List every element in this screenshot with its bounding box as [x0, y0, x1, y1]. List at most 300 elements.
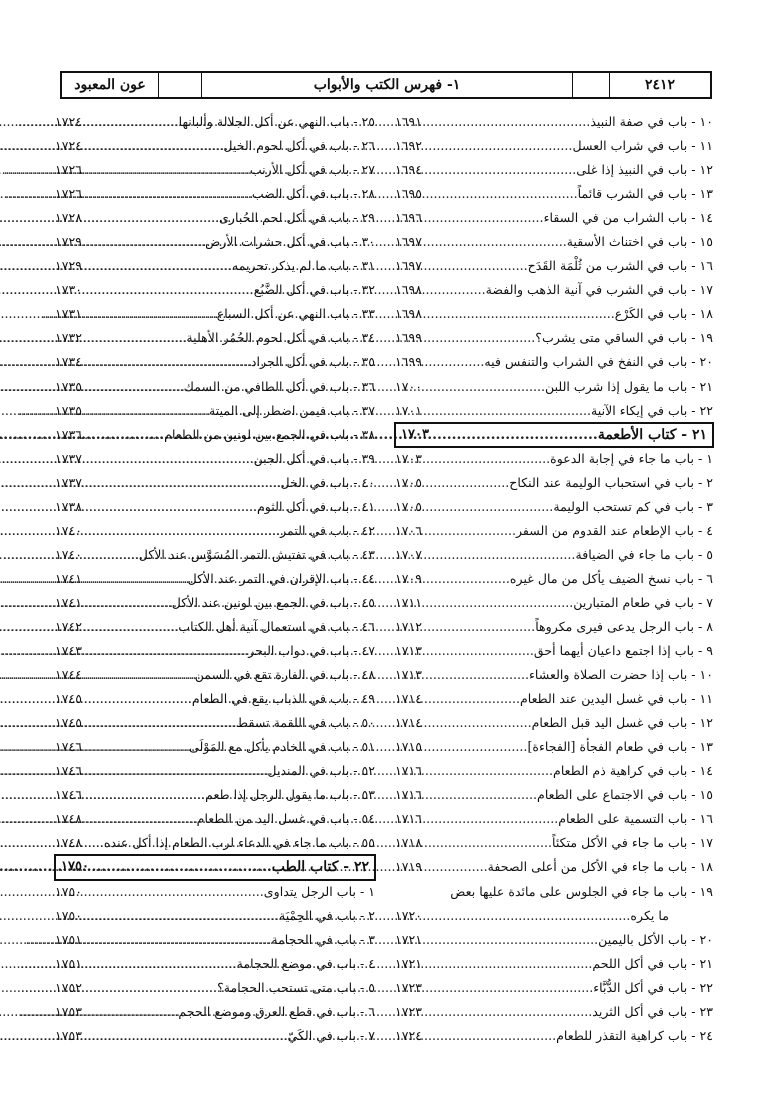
header-title: ١- فهرس الكتب والأبواب — [202, 73, 573, 97]
leader-dots — [83, 783, 205, 807]
leader-dots — [83, 254, 232, 278]
entry-label: ٦ - باب نسخ الضيف يأكل من مال غيره — [509, 570, 713, 586]
entry-page-number: ١٧٤٤ — [55, 667, 83, 683]
entry-page-number: ١٧٢١ — [395, 931, 423, 947]
leader-dots — [423, 350, 484, 374]
entry-page-number: ١٧١١ — [395, 594, 423, 610]
toc-entry — [55, 110, 375, 134]
toc-entry — [55, 519, 375, 543]
toc-entry — [55, 759, 375, 783]
toc-entry — [55, 495, 375, 519]
entry-page-number: ١٧٢٨ — [55, 210, 83, 226]
leader-dots — [83, 663, 195, 687]
toc-entry — [55, 591, 375, 615]
entry-page-number: ١٧٥١ — [55, 931, 83, 947]
leader-dots — [423, 254, 528, 278]
entry-page-number: ١٦٩٩ — [395, 354, 423, 370]
entry-label: ١٣ - باب في طعام الفجأة [الفجاءة] — [527, 739, 713, 755]
entry-label: ٥١ - باب في الخادم يأكل مع المَوْلَى — [188, 739, 375, 755]
entry-label: ٩ - باب إذا اجتمع داعيان أيهما أحق — [533, 643, 713, 659]
leader-dots — [423, 519, 516, 543]
entry-page-number: ١٧١٨ — [395, 835, 423, 851]
entry-page-number: ١٧٠٧ — [395, 546, 423, 562]
leader-dots — [423, 543, 575, 567]
leader-dots — [90, 855, 272, 879]
toc-entry — [55, 471, 375, 495]
toc-right-column — [395, 110, 713, 1048]
entry-page-number: ١٦٩٢ — [395, 138, 423, 154]
entry-label: ١١ - باب في غسل اليدين عند الطعام — [519, 691, 713, 707]
leader-dots — [83, 831, 104, 855]
leader-dots — [83, 423, 164, 447]
entry-page-number: ١٧١٦ — [395, 763, 423, 779]
leader-dots — [83, 735, 189, 759]
entry-label: ١٢ - باب في غسل اليد قبل الطعام — [531, 715, 713, 731]
leader-dots — [423, 928, 598, 952]
entry-label: ٥٠ - باب في اللقمة تسقط — [236, 715, 375, 731]
toc-entry — [395, 735, 713, 759]
leader-dots — [83, 447, 254, 471]
entry-label: ١٤ - باب في كراهية ذم الطعام — [553, 763, 713, 779]
toc-entry — [395, 471, 713, 495]
entry-page-number: ١٧٣١ — [55, 306, 83, 322]
leader-dots — [423, 807, 558, 831]
entry-page-number: ١٧١٤ — [395, 715, 423, 731]
leader-dots — [83, 326, 186, 350]
entry-label: ٢ - باب في استحباب الوليمة عند النكاح — [509, 474, 713, 490]
toc-entry — [395, 904, 713, 928]
entry-label: ٢٠ - باب الأكل باليمين — [598, 931, 713, 947]
entry-label: ١٤ - باب الشراب من في السقاء — [543, 210, 713, 226]
leader-dots — [423, 278, 486, 302]
toc-entry — [55, 976, 375, 1000]
entry-label: ٣٦ - باب في أكل الطافي من السمك — [183, 378, 375, 394]
leader-dots — [423, 399, 591, 423]
toc-entry — [395, 302, 713, 326]
toc-entry — [55, 182, 375, 206]
toc-entry — [395, 158, 713, 182]
entry-page-number: ١٧٣٦ — [55, 426, 83, 442]
entry-label: ٣٠ - باب في أكل حشرات الأرض — [205, 234, 375, 250]
entry-label: ٢٤ - باب كراهية التقذر للطعام — [556, 1027, 713, 1043]
leader-dots — [423, 495, 553, 519]
entry-label: ما يكره — [630, 907, 669, 923]
leader-dots — [423, 639, 534, 663]
entry-label: ٤ - باب في موضع الحجامة — [236, 955, 375, 971]
entry-label: ٤٠ - باب في الخل — [280, 474, 375, 490]
toc-entry — [395, 976, 713, 1000]
toc-entry — [55, 663, 375, 687]
entry-label: ٥٥ - باب ما جاء في الدعاء لرب الطعام إذا أكل عنده — [103, 835, 375, 851]
leader-dots — [423, 591, 573, 615]
entry-page-number: ١٧٤٨ — [55, 835, 83, 851]
toc-entry — [395, 759, 713, 783]
entry-label: ٤ - باب الإطعام عند القدوم من السفر — [515, 522, 713, 538]
toc-left-column — [55, 110, 375, 1048]
leader-dots — [83, 278, 254, 302]
toc-entry — [55, 423, 375, 447]
entry-page-number: ١٧٥٣ — [55, 1027, 83, 1043]
leader-dots — [83, 591, 172, 615]
leader-dots — [83, 519, 280, 543]
entry-page-number: ١٧٢٣ — [395, 979, 423, 995]
leader-dots — [423, 134, 572, 158]
entry-page-number: ١٦٩١ — [395, 114, 423, 130]
page-header — [60, 71, 712, 99]
entry-label: ٦ - باب في قطع العرق وموضع الحجم — [178, 1003, 375, 1019]
entry-page-number: ١٧٣٧ — [55, 450, 83, 466]
leader-dots — [83, 759, 267, 783]
leader-dots — [423, 831, 552, 855]
entry-label: ٥ - باب ما جاء في الضيافة — [575, 546, 713, 562]
entry-label: ٢٢ - كتاب الطب — [271, 859, 369, 876]
leader-dots — [83, 976, 217, 1000]
entry-label: ٤٧ - باب في دواب البحر — [248, 643, 375, 659]
toc-entry — [55, 543, 375, 567]
toc-entry — [55, 928, 375, 952]
entry-label: ٤٨ - باب في الفارة تقع في السمن — [194, 667, 375, 683]
entry-page-number: ١٧٤١ — [55, 594, 83, 610]
leader-dots — [83, 182, 252, 206]
leader-dots — [423, 206, 544, 230]
entry-label: ٢٢ - باب في إيكاء الآنية — [591, 402, 713, 418]
entry-label: ١٩ - باب في الساقي متى يشرب؟ — [535, 330, 713, 346]
entry-label: ٤٥ - باب في الجمع بين لونين عند الأكل — [171, 594, 375, 610]
leader-dots — [423, 783, 537, 807]
entry-label: ٢٥ - باب النهي عن أكل الجلالة وألبانها — [178, 114, 375, 130]
entry-label: ٢١ - باب ما يقول إذا شرب اللبن — [545, 378, 713, 394]
toc-entry — [395, 880, 713, 904]
entry-label: ٨ - باب الرجل يدعى فيرى مكروهاً — [535, 619, 713, 634]
toc-entry — [55, 711, 375, 735]
entry-page-number: ١٧١٤ — [395, 691, 423, 707]
leader-dots — [83, 206, 219, 230]
entry-page-number: ١٧١٢ — [395, 619, 423, 634]
leader-dots — [423, 663, 529, 687]
toc-entry — [55, 567, 375, 591]
entry-label: ٣٨ - باب في الجمع بين لونين من الطعام — [164, 426, 375, 442]
toc-entry — [395, 783, 713, 807]
toc-entry — [55, 350, 375, 374]
entry-page-number: ١٧٥٢ — [55, 979, 83, 995]
leader-dots — [83, 807, 197, 831]
entry-page-number: ١٧٤٠ — [55, 522, 83, 538]
toc-entry — [395, 807, 713, 831]
entry-label: ٢ - باب في الحِمْيَة — [278, 907, 375, 923]
leader-dots — [423, 904, 630, 928]
toc-entry — [55, 399, 375, 423]
toc-entry — [55, 278, 375, 302]
leader-dots — [83, 302, 217, 326]
leader-dots — [423, 735, 527, 759]
leader-dots — [83, 952, 237, 976]
toc-entry — [55, 375, 375, 399]
entry-page-number: ١٧٣٧ — [55, 474, 83, 490]
entry-label: ٢٢ - باب في أكل الدُّبَّاء — [593, 979, 713, 995]
entry-page-number: ١٦٩٥ — [395, 186, 423, 202]
section-heading — [395, 423, 713, 447]
entry-page-number: ١٧٤٥ — [55, 715, 83, 731]
leader-dots — [83, 543, 139, 567]
leader-dots — [83, 134, 223, 158]
toc-entry — [55, 831, 375, 855]
entry-label: ١٠ - باب إذا حضرت الصلاة والعشاء — [529, 667, 713, 683]
entry-label: ٢٧ - باب في أكل الأرنب — [249, 162, 375, 178]
toc-entry — [55, 326, 375, 350]
entry-page-number: ١٧٠٦ — [395, 522, 423, 538]
toc-entry — [395, 326, 713, 350]
entry-label: ٧ - باب في الكَيّ — [287, 1027, 375, 1043]
entry-page-number: ١٧٠٥ — [395, 474, 423, 490]
leader-dots — [423, 1000, 592, 1024]
entry-page-number: ١٦٩٧ — [395, 234, 423, 250]
entry-label: ١٣ - باب في الشرب قائماً — [577, 186, 713, 202]
leader-dots — [423, 375, 545, 399]
leader-dots — [423, 615, 535, 639]
entry-page-number: ١٧٤١ — [55, 570, 83, 586]
entry-page-number: ١٧٠٥ — [395, 498, 423, 514]
entry-label: ١٥ - باب في الاجتماع على الطعام — [537, 787, 713, 803]
toc-entry — [395, 952, 713, 976]
entry-page-number: ١٧١٣ — [395, 667, 423, 683]
entry-label: ١٧ - باب ما جاء في الأكل متكئاً — [551, 835, 713, 851]
entry-page-number: ١٧٤٦ — [55, 787, 83, 803]
toc-entry — [55, 230, 375, 254]
leader-dots — [423, 711, 532, 735]
entry-label: ٣٧ - باب فيمن اضطر إلى الميتة — [209, 402, 375, 418]
toc-entry — [55, 206, 375, 230]
entry-page-number: ١٧٤٨ — [55, 811, 83, 827]
leader-dots — [423, 687, 520, 711]
leader-dots — [423, 1024, 556, 1048]
entry-label: ٢٠ - باب في النفخ في الشراب والتنفس فيه — [484, 354, 713, 370]
entry-page-number: ١٧٢٩ — [55, 234, 83, 250]
entry-label: ٤١ - باب في أكل الثوم — [257, 498, 375, 514]
entry-label: ١٢ - باب في النبيذ إذا غلى — [576, 162, 713, 178]
entry-label: ١ - باب الرجل يتداوى — [263, 883, 375, 899]
entry-page-number: ١٧٥٠ — [61, 859, 89, 875]
entry-page-number: ١٧٣٥ — [55, 378, 83, 394]
entry-label: ١٦ - باب التسمية على الطعام — [558, 811, 713, 827]
leader-dots — [83, 399, 209, 423]
leader-dots — [83, 350, 251, 374]
toc-entry — [55, 615, 375, 639]
entry-page-number: ١٧٤٦ — [55, 739, 83, 755]
toc-entry — [395, 206, 713, 230]
leader-dots — [83, 615, 178, 639]
entry-label: ٤٦ - باب في استعمال آنية أهل الكتاب — [178, 619, 375, 634]
entry-label: ٤٣ - باب في تفتيش التمر المُسَوَّس عند الأكل — [138, 546, 375, 562]
entry-page-number: ١٧٢٤ — [55, 114, 83, 130]
section-heading — [55, 855, 375, 879]
entry-page-number: ١٧١٩ — [395, 859, 423, 875]
entry-page-number: ١٦٩٨ — [395, 306, 423, 322]
entry-page-number: ١٧٣٤ — [55, 354, 83, 370]
entry-page-number: ١٦٩٩ — [395, 330, 423, 346]
entry-page-number: ١٧٤٢ — [55, 619, 83, 634]
toc-entry — [395, 687, 713, 711]
toc-entry — [395, 134, 713, 158]
leader-dots — [423, 182, 578, 206]
entry-page-number: ١٧٢٠ — [395, 907, 423, 923]
entry-label: ٤٤ - باب الإقران في التمر عند الأكل — [187, 570, 375, 586]
toc-entry — [395, 1000, 713, 1024]
entry-label: ٣٢ - باب في أكل الضَّبُع — [253, 282, 375, 298]
toc-entry — [395, 1024, 713, 1048]
entry-label: ١٩ - باب ما جاء في الجلوس على مائدة عليها بعض — [450, 883, 713, 899]
entry-label: ٢٣ - باب في أكل الثريد — [592, 1003, 713, 1019]
leader-dots — [83, 711, 236, 735]
toc-entry — [395, 447, 713, 471]
entry-label: ١٥ - باب في اختناث الأسقية — [566, 234, 713, 250]
leader-dots — [423, 759, 553, 783]
toc-entry — [395, 567, 713, 591]
leader-dots — [83, 1024, 287, 1048]
entry-page-number: ١٧٢٦ — [55, 186, 83, 202]
toc-entry — [395, 639, 713, 663]
entry-label: ٣ - باب في الحجامة — [271, 931, 375, 947]
leader-dots — [423, 302, 615, 326]
entry-label: ٣١ - باب ما لم يذكر تحريمه — [232, 258, 375, 274]
entry-page-number: ١٧٠٣ — [401, 426, 429, 442]
book-name: عون المعبود — [62, 73, 159, 97]
toc-entry — [395, 254, 713, 278]
entry-label: ٢٩ - باب في أكل لحم الحُبارى — [219, 210, 375, 226]
entry-label: ١١ - باب في شراب العسل — [572, 138, 713, 154]
entry-page-number: ١٧١٦ — [395, 811, 423, 827]
toc-entry — [395, 110, 713, 134]
leader-dots — [423, 230, 567, 254]
toc-entry — [395, 855, 713, 879]
leader-dots — [423, 326, 535, 350]
leader-dots — [83, 639, 248, 663]
toc-entry — [55, 1000, 375, 1024]
leader-dots — [83, 375, 184, 399]
toc-entry — [55, 687, 375, 711]
toc-entry — [55, 302, 375, 326]
entry-page-number: ١٧٢٩ — [55, 258, 83, 274]
entry-label: ١ - باب ما جاء في إجابة الدعوة — [550, 450, 713, 466]
toc-entry — [55, 904, 375, 928]
toc-entry — [395, 350, 713, 374]
entry-page-number: ١٦٩٨ — [395, 282, 423, 298]
entry-page-number: ١٧٤٥ — [55, 691, 83, 707]
header-spacer-right — [573, 73, 610, 97]
leader-dots — [423, 110, 590, 134]
entry-label: ٣٣ - باب النهي عن أكل السباع — [216, 306, 375, 322]
entry-page-number: ١٧٠٩ — [395, 570, 423, 586]
toc-entry — [395, 663, 713, 687]
header-spacer-left — [159, 73, 202, 97]
leader-dots — [83, 471, 280, 495]
entry-page-number: ١٧٢٤ — [55, 138, 83, 154]
toc-entry — [55, 254, 375, 278]
entry-page-number: ١٧١٥ — [395, 739, 423, 755]
toc-entry — [55, 639, 375, 663]
leader-dots — [83, 158, 250, 182]
entry-page-number: ١٧٤٣ — [55, 643, 83, 659]
entry-label: ٢٨ - باب في أكل الضب — [251, 186, 375, 202]
entry-page-number: ١٧٢١ — [395, 955, 423, 971]
entry-label: ١٦ - باب في الشرب من ثُلْمَة القَدَح — [527, 258, 713, 274]
entry-label: ٣ - باب في كم تستحب الوليمة — [553, 498, 713, 514]
entry-page-number: ١٧٢٦ — [55, 162, 83, 178]
leader-dots — [423, 447, 550, 471]
toc-entry — [395, 399, 713, 423]
entry-label: ١٨ - باب ما جاء في الأكل من أعلى الصحفة — [487, 859, 713, 875]
leader-dots — [83, 687, 192, 711]
leader-dots — [83, 880, 264, 904]
toc-entry — [395, 591, 713, 615]
entry-page-number: ١٧٥٠ — [55, 907, 83, 923]
entry-label: ٧ - باب في طعام المتبارين — [573, 594, 713, 610]
entry-page-number: ١٧٢٤ — [395, 1027, 423, 1043]
leader-dots — [83, 567, 188, 591]
toc-entry — [55, 447, 375, 471]
toc-entry — [395, 375, 713, 399]
toc-entry — [395, 615, 713, 639]
toc-entry — [395, 711, 713, 735]
toc-entry — [55, 735, 375, 759]
entry-label: ١٠ - باب في صفة النبيذ — [590, 114, 713, 130]
entry-label: ٣٥ - باب في أكل الجراد — [250, 354, 375, 370]
leader-dots — [423, 471, 509, 495]
entry-label: ٥٤ - باب في غسل اليد من الطعام — [196, 811, 375, 827]
entry-page-number: ١٧٤٠ — [55, 546, 83, 562]
leader-dots — [423, 158, 576, 182]
leader-dots — [83, 495, 257, 519]
entry-label: ١٨ - باب في الكَرْع — [614, 306, 713, 322]
toc-entry — [395, 831, 713, 855]
toc-entry — [55, 880, 375, 904]
entry-page-number: ١٧٠٣ — [395, 450, 423, 466]
entry-page-number: ١٧٢٣ — [395, 1003, 423, 1019]
entry-page-number: ١٧٤٦ — [55, 763, 83, 779]
toc-entry — [55, 952, 375, 976]
entry-page-number: ١٧٥٠ — [55, 883, 83, 899]
entry-label: ٥٢ - باب في المنديل — [267, 763, 375, 779]
page-number: ٢٤١٢ — [644, 77, 676, 93]
entry-label: ٤٢ - باب في التمر — [280, 522, 375, 538]
leader-dots — [83, 904, 279, 928]
leader-dots — [423, 976, 593, 1000]
entry-page-number: ١٧٥١ — [55, 955, 83, 971]
leader-dots — [423, 952, 592, 976]
leader-dots — [423, 567, 510, 591]
toc-entry — [55, 134, 375, 158]
toc-entry — [395, 182, 713, 206]
entry-label: ٢٦ - باب في أكل لحوم الخيل — [223, 138, 375, 154]
entry-page-number: ١٧٣٢ — [55, 330, 83, 346]
toc-entry — [55, 158, 375, 182]
toc-entry — [395, 543, 713, 567]
entry-page-number: ١٧٥٣ — [55, 1003, 83, 1019]
entry-page-number: ١٦٩٧ — [395, 258, 423, 274]
leader-dots — [83, 230, 205, 254]
toc-entry — [55, 807, 375, 831]
leader-dots — [83, 110, 179, 134]
entry-label: ٥ - باب متى تستحب الحجامة؟ — [217, 979, 375, 995]
entry-page-number: ١٧١٦ — [395, 787, 423, 803]
leader-dots — [83, 1000, 178, 1024]
toc-entry — [395, 278, 713, 302]
leader-dots — [83, 928, 271, 952]
leader-dots — [423, 855, 488, 879]
entry-label: ٢١ - باب في أكل اللحم — [592, 955, 713, 971]
leader-dots — [430, 423, 598, 447]
toc-entry — [395, 495, 713, 519]
toc-entry — [395, 519, 713, 543]
